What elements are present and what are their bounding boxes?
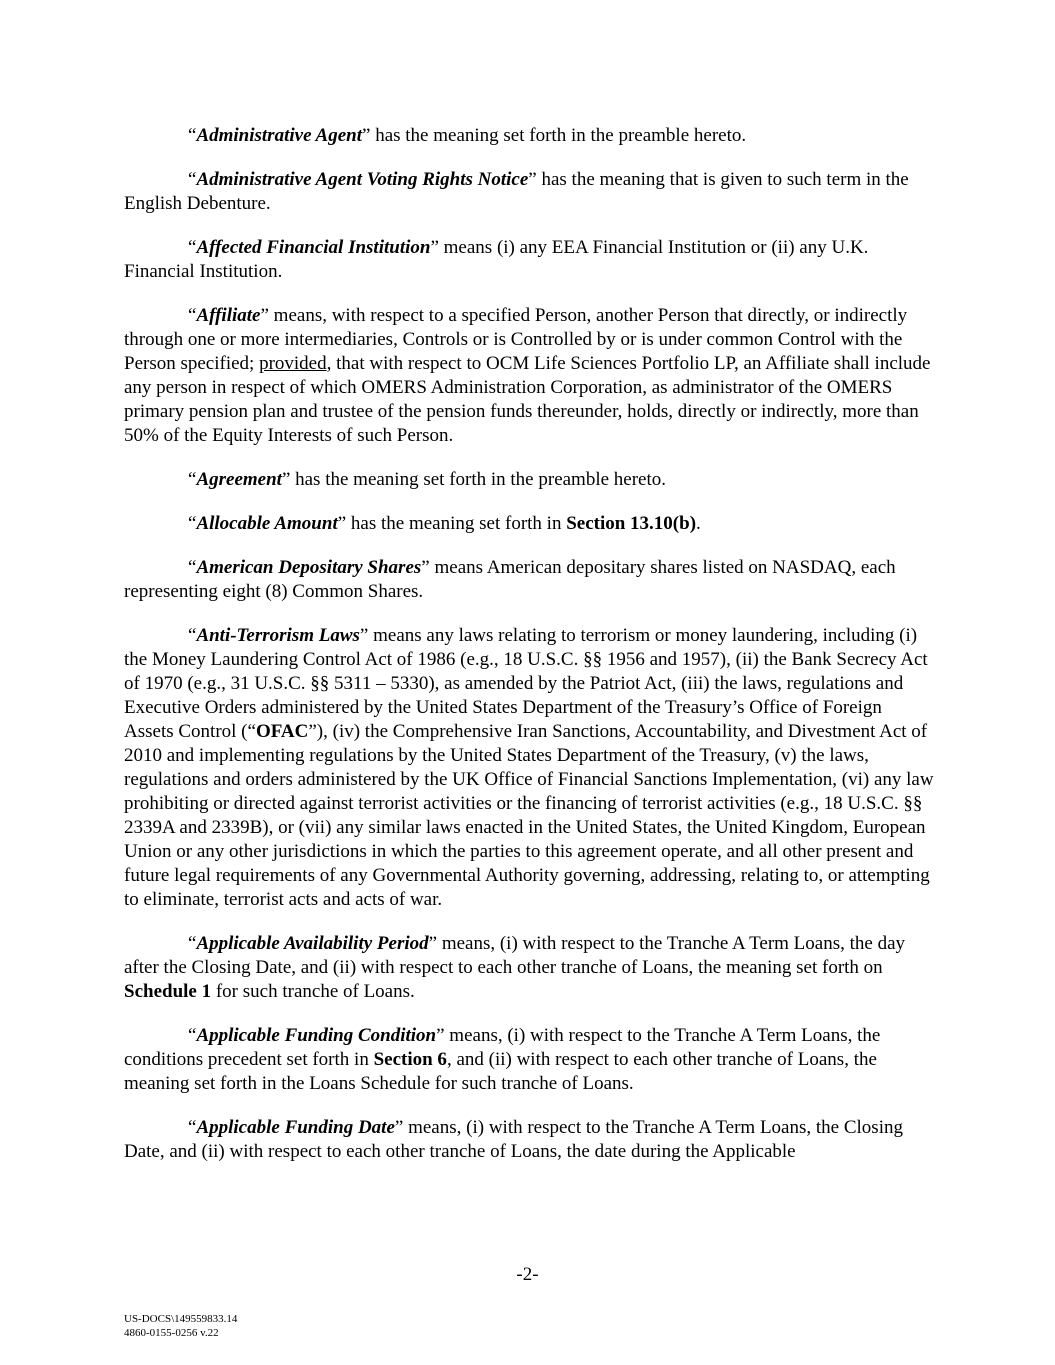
definition-paragraph: “Administrative Agent Voting Rights Notice” has the meaning that is given to such term in the English Debenture.	[124, 169, 909, 214]
schedule-reference: Schedule 1	[124, 981, 212, 1002]
document-footer	[124, 1312, 237, 1340]
definition-paragraph: “Anti-Terrorism Laws” means any laws relating to terrorism or money laundering, including (i) the Money Laundering Control Act of 1986 (e.g., 18 U.S.C. §§ 1956 and 1957), (ii) the Bank Secrecy Act of 1970 (e.g., 31 U.S.C. §§ 5311 – 5330), as amended by the Patriot Act, (iii) the laws, regulations and Executive Orders administered by the United States Department of the Treasury’s Office of Foreign Assets Control (“OFAC”), (iv) the Comprehensive Iran Sanctions, Accountability, and Divestment Act of 2010 and implementing regulations by the United States Department of the Treasury, (v) the laws, regulations and orders administered by the UK Office of Financial Sanctions Implementation, (vi) any law prohibiting or directed against terrorist activities or the financing of terrorist activities (e.g., 18 U.S.C. §§ 2339A and 2339B), or (vii) any similar laws enacted in the United States, the United Kingdom, European Union or any other jurisdictions in which the parties to this agreement operate, and all other present and future legal requirements of any Governmental Authority governing, addressing, relating to, or attempting to eliminate, terrorist acts and acts of war.	[124, 625, 934, 910]
document-body	[124, 124, 934, 1184]
definition-paragraph: “American Depositary Shares” means American depositary shares listed on NASDAQ, each representing eight (8) Common Shares.	[124, 557, 896, 602]
defined-term: Applicable Funding Condition	[196, 1025, 437, 1046]
defined-term: Administrative Agent Voting Rights Notice	[196, 169, 529, 190]
defined-term: Affected Financial Institution	[196, 237, 431, 258]
definition-paragraph: “Applicable Funding Date” means, (i) with respect to the Tranche A Term Loans, the Closing Date, and (ii) with respect to each other tranche of Loans, the date during the Applicable	[124, 1117, 903, 1162]
defined-term: Agreement	[196, 469, 282, 490]
definition-paragraph: “Applicable Funding Condition” means, (i) with respect to the Tranche A Term Loans, the conditions precedent set forth in Section 6, and (ii) with respect to each other tranche of Loans, the meaning set forth in the Loans Schedule for such tranche of Loans.	[124, 1025, 881, 1094]
definition-paragraph: “Allocable Amount” has the meaning set forth in Section 13.10(b).	[188, 513, 701, 534]
section-reference: Section 13.10(b)	[566, 513, 697, 534]
defined-term: Applicable Funding Date	[196, 1117, 395, 1138]
footer-doc-id: US-DOCS\149559833.14	[124, 1313, 238, 1325]
definition-paragraph: “Administrative Agent” has the meaning set forth in the preamble hereto.	[188, 125, 747, 146]
defined-term: Applicable Availability Period	[196, 933, 429, 954]
defined-term: Affiliate	[196, 305, 261, 326]
definition-paragraph: “Applicable Availability Period” means, (i) with respect to the Tranche A Term Loans, the day after the Closing Date, and (ii) with respect to each other tranche of Loans, the meaning set forth on Schedule 1 for such tranche of Loans.	[124, 933, 906, 1002]
defined-term: Allocable Amount	[196, 513, 338, 534]
underlined-proviso: provided	[259, 353, 327, 374]
defined-term: Anti-Terrorism Laws	[196, 625, 360, 646]
section-reference: Section 6	[373, 1049, 447, 1070]
definition-paragraph: “Agreement” has the meaning set forth in the preamble hereto.	[188, 469, 667, 490]
defined-term: Administrative Agent	[196, 125, 363, 146]
footer-version: 4860-0155-0256 v.22	[124, 1327, 219, 1339]
defined-term: American Depositary Shares	[196, 557, 422, 578]
bold-abbreviation: OFAC	[255, 721, 309, 742]
definition-paragraph: “Affiliate” means, with respect to a specified Person, another Person that directly, or indirectly through one or more intermediaries, Controls or is Controlled by or is under common Control with the Person specified; provided, that with respect to OCM Life Sciences Portfolio LP, an Affiliate shall include any person in respect of which OMERS Administration Corporation, as administrator of the OMERS primary pension plan and trustee of the pension funds thereunder, holds, directly or indirectly, more than 50% of the Equity Interests of such Person.	[124, 305, 931, 446]
page-number: -2-	[516, 1264, 539, 1285]
definition-paragraph: “Affected Financial Institution” means (i) any EEA Financial Institution or (ii) any U.K. Financial Institution.	[124, 237, 869, 282]
